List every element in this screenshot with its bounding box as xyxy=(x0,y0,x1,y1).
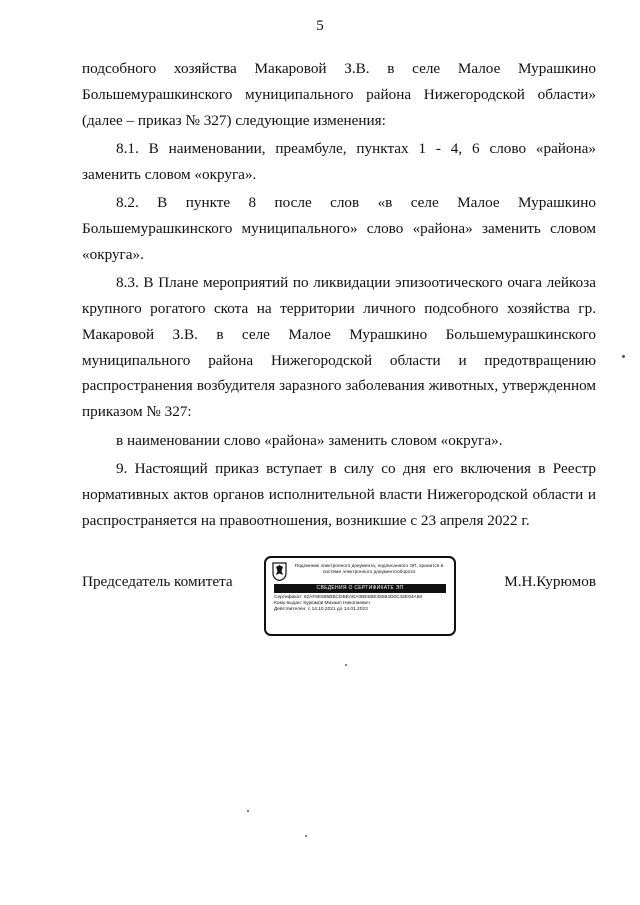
paragraph-9: 9. Настоящий приказ вступает в силу со дня его включения в Реестр нормативных актов органов исполнительной власти Нижегородской области и распространяется на правоотношения, возникшие с 23 апреля 2022 г. xyxy=(82,459,596,529)
scan-speck xyxy=(247,810,249,812)
stamp-header xyxy=(272,562,448,582)
paragraph-8-2: 8.2. В пункте 8 после слов «в селе Малое Мурашкино Большемурашкинского муниципального» слово «района» заменить словом «округа». xyxy=(82,194,596,263)
paragraph-8-3-change: в наименовании слово «района» заменить словом «округа». xyxy=(116,431,503,449)
stamp-issued-to: Кому выдан: Курюмов Михаил Николаевич xyxy=(274,601,370,606)
page-number: 5 xyxy=(316,18,324,34)
paragraph-8-3: 8.3. В Плане мероприятий по ликвидации эпизоотического очага лейкоза крупного рогатого скота на территории личного подсобного хозяйства гр. Макаровой З.В. в селе Малое Мурашкино Большемурашкинского муниципального района Нижегородской области и предотвращению распространения возбудителя заразного заболевания животных, утвержденном приказом № 327: xyxy=(82,274,596,421)
paragraph-8-1: 8.1. В наименовании, преамбуле, пунктах 1 - 4, 6 слово «района» заменить словом «округа». xyxy=(82,139,596,183)
stamp-certificate: Сертификат: 62AF0E685BBCDBEAEA0BE5BE45594D0C42E94A59 xyxy=(274,595,422,600)
document-body xyxy=(82,56,596,536)
stamp-details xyxy=(274,595,448,613)
stamp-banner: СВЕДЕНИЯ О СЕРТИФИКАТЕ ЭП xyxy=(274,584,446,593)
stamp-validity: Действителен: с 14.10.2021 до 14.01.2023 xyxy=(274,607,368,612)
stamp-header-text: Подлинник электронного документа, подписанного ЭП, хранится в системе электронного документооборота xyxy=(294,564,444,575)
signature-block xyxy=(82,564,596,640)
signatory-position: Председатель комитета xyxy=(82,573,233,590)
scan-speck xyxy=(622,355,625,358)
paragraph-continuation: подсобного хозяйства Макаровой З.В. в селе Малое Мурашкино Большемурашкинского муниципального района Нижегородской области» (далее – приказ № 327) следующие изменения: xyxy=(82,60,596,129)
electronic-signature-stamp xyxy=(264,556,456,636)
scan-speck xyxy=(305,835,307,837)
scan-speck xyxy=(345,664,347,666)
coat-of-arms-icon xyxy=(272,562,287,581)
signatory-name: М.Н.Курюмов xyxy=(504,573,596,590)
